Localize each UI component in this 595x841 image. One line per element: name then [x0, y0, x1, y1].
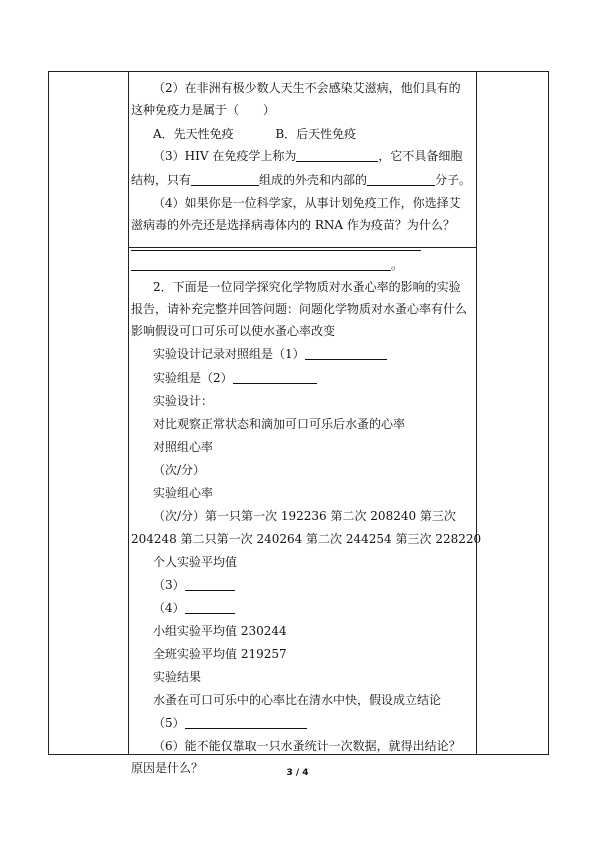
group-line	[153, 370, 317, 386]
table-left-border	[48, 71, 49, 755]
q3-text-a: （3）HIV 在免疫学上称为	[153, 149, 297, 163]
blank-4[interactable]	[185, 601, 235, 614]
b5-label: （5）	[153, 716, 185, 730]
result-label: 实验结果	[153, 670, 202, 684]
compare-line: 对比观察正常状态和滴加可口可乐后水蚤的心率	[153, 417, 406, 431]
q2-options	[153, 126, 356, 142]
group-avg-line: 小组实验平均值 230244	[153, 624, 287, 638]
q4-answer-line-2[interactable]	[131, 257, 403, 273]
record-line	[153, 346, 387, 362]
q6-line1: （6）能不能仅靠取一只水蚤统计一次数据，就得出结论？	[153, 739, 461, 753]
b4-label: （4）	[153, 601, 185, 615]
q3-text-e: 分子。	[435, 173, 472, 187]
option-a: A．先天性免疫	[153, 127, 234, 141]
personal-avg-label: 个人实验平均值	[153, 555, 238, 569]
q3-text-d: 组成的外壳和内部的	[259, 173, 368, 187]
item2-line1: 2．下面是一位同学探究化学物质对水蚤心率的影响的实验	[153, 280, 461, 294]
record-text: 实验设计记录对照组是（1）	[153, 347, 305, 361]
blank-5-line	[153, 715, 307, 731]
blank-1[interactable]	[305, 347, 387, 360]
class-avg-line: 全班实验平均值 219257	[153, 647, 287, 661]
exp-rate-label: 实验组心率	[153, 486, 214, 500]
item2-line2: 报告，请补充完整并回答问题：问题化学物质对水蚤心率有什么	[131, 302, 468, 316]
blank-3[interactable]	[185, 578, 235, 591]
q3-blank-2[interactable]	[191, 173, 259, 186]
q6-line2: 原因是什么？	[131, 761, 204, 775]
table-bottom-border	[48, 754, 549, 755]
q3-line2	[131, 172, 471, 188]
q3-text-b: ，它不具备细胞	[378, 149, 463, 163]
page-number: 3 / 4	[286, 768, 309, 778]
table-col-divider-2	[476, 71, 477, 755]
blank-3-line	[153, 577, 235, 593]
item2-line3: 影响假设可口可乐可以使水蚤心率改变	[131, 324, 336, 338]
group-text: 实验组是（2）	[153, 371, 233, 385]
unit-label-1: （次/分）	[153, 463, 206, 477]
blank-4-line	[153, 600, 235, 616]
blank-5[interactable]	[185, 716, 307, 729]
q3-text-c: 结构，只有	[131, 173, 192, 187]
data-line-1: （次/分）第一只第一次 192236 第二次 208240 第三次	[153, 509, 456, 523]
blank-2[interactable]	[233, 371, 317, 384]
q2-line1: （2）在非洲有极少数人天生不会感染艾滋病，他们具有的	[153, 81, 461, 95]
q4-end-mark: 。	[391, 258, 404, 272]
q3-blank-3[interactable]	[367, 173, 435, 186]
result-text: 水蚤在可口可乐中的心率比在清水中快，假设成立结论	[153, 693, 442, 707]
q3-blank-1[interactable]	[296, 149, 378, 162]
table-col-divider-1	[128, 71, 129, 755]
q3-line1	[153, 148, 462, 164]
table-top-border	[48, 71, 549, 72]
data-line-2: 204248 第二只第一次 240264 第二次 244254 第三次 228220	[131, 532, 482, 546]
design-label: 实验设计：	[153, 394, 214, 408]
option-b: B．后天性免疫	[275, 127, 357, 141]
q2-line2: 这种免疫力是属于（ ）	[131, 103, 276, 117]
table-right-border	[548, 71, 549, 755]
q4-line1: （4）如果你是一位科学家，从事计划免疫工作，你选择艾	[153, 196, 461, 210]
b3-label: （3）	[153, 578, 185, 592]
q4-line2: 滋病毒的外壳还是选择病毒体内的 RNA 作为疫苗？为什么？	[131, 218, 455, 232]
control-rate-label: 对照组心率	[153, 440, 214, 454]
q4-answer-line-1[interactable]	[131, 237, 421, 253]
